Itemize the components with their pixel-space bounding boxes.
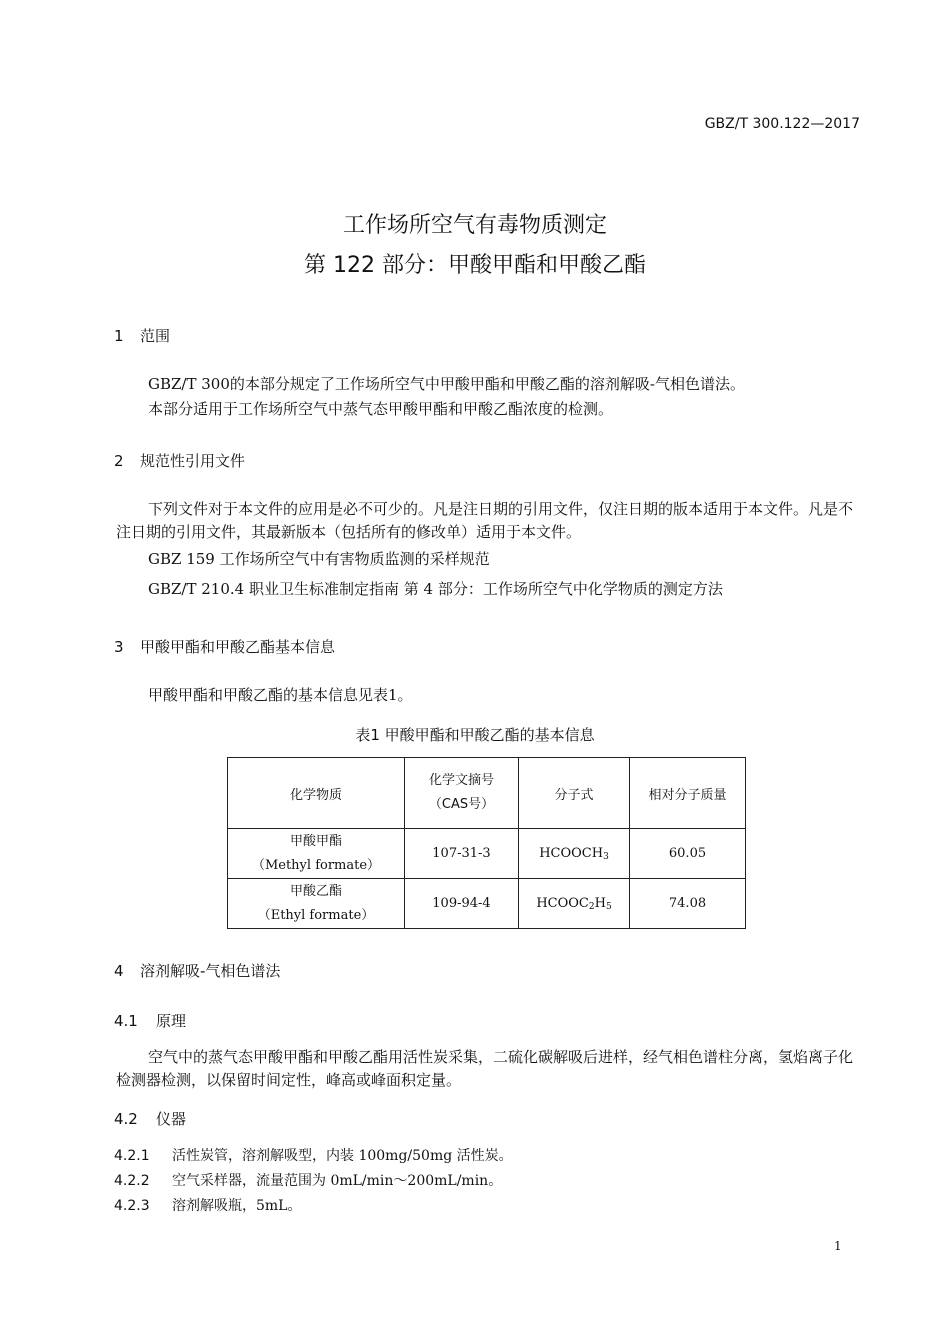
section-1-para-2: 本部分适用于工作场所空气中蒸气态甲酸甲酯和甲酸乙酯浓度的检测。 (148, 400, 614, 418)
formula-subscript: 5 (605, 901, 612, 912)
cell-cas: 109-94-4 (405, 879, 519, 929)
section-title: 规范性引用文件 (140, 452, 246, 470)
section-number: 4.2 (114, 1110, 138, 1128)
item-number: 4.2.2 (114, 1173, 150, 1189)
header-cas-line2: （CAS号） (428, 797, 495, 812)
doc-title-line2: 第 122 部分：甲酸甲酯和甲酸乙酯 (304, 253, 646, 278)
table-header-row (228, 758, 746, 829)
list-item (114, 1145, 513, 1165)
section-number: 4.1 (114, 1012, 138, 1030)
section-number: 4 (114, 962, 124, 980)
section-2-heading (114, 450, 245, 471)
formula-subscript: 3 (603, 851, 609, 862)
doc-title-line1: 工作场所空气有毒物质测定 (342, 213, 607, 238)
page-number: 1 (834, 1239, 842, 1253)
formula-subscript: 2 (588, 901, 595, 912)
section-3-para-1: 甲酸甲酯和甲酸乙酯的基本信息见表1。 (148, 686, 413, 704)
section-4-2-heading (114, 1108, 186, 1129)
header-cas (405, 758, 519, 829)
formula-part: H (594, 895, 606, 911)
header-formula: 分子式 (519, 758, 630, 829)
header-cas-line1: 化学文摘号 (428, 773, 494, 788)
section-3-heading (114, 636, 335, 657)
item-text: 活性炭管，溶剂解吸型，内装 100mg/50mg 活性炭。 (172, 1148, 513, 1164)
section-title: 甲酸甲酯和甲酸乙酯基本信息 (140, 638, 336, 656)
section-2-para-1: 下列文件对于本文件的应用是必不可少的。凡是注日期的引用文件，仅注日期的版本适用于本文件。凡是不注日期的引用文件，其最新版本（包括所有的修改单）适用于本文件。 (116, 500, 854, 541)
table-row (228, 879, 746, 929)
cell-cas: 107-31-3 (405, 829, 519, 879)
table-row (228, 829, 746, 879)
substance-name-en: （Ethyl formate） (257, 907, 375, 923)
standard-code: GBZ/T 300.122—2017 (704, 116, 860, 132)
section-4-heading (114, 960, 280, 981)
list-item (114, 1195, 301, 1215)
formula-part: HCOOC (536, 895, 589, 911)
item-number: 4.2.3 (114, 1198, 150, 1214)
item-number: 4.2.1 (114, 1148, 150, 1164)
cell-formula (519, 879, 630, 929)
cell-mass: 74.08 (630, 879, 746, 929)
section-number: 3 (114, 638, 124, 656)
formula-part: HCOOCH (539, 845, 604, 861)
section-1-para-1: GBZ/T 300的本部分规定了工作场所空气中甲酸甲酯和甲酸乙酯的溶剂解吸-气相色谱法。 (148, 375, 745, 393)
list-item (114, 1170, 502, 1190)
cell-substance (228, 829, 405, 879)
substance-name-en: （Methyl formate） (251, 857, 381, 873)
section-title: 原理 (156, 1012, 187, 1030)
section-title: 范围 (140, 327, 171, 345)
header-substance: 化学物质 (228, 758, 405, 829)
cell-substance (228, 879, 405, 929)
section-number: 1 (114, 327, 124, 345)
substance-name-cn: 甲酸甲酯 (289, 833, 342, 849)
section-title: 仪器 (156, 1110, 187, 1128)
substance-name-cn: 甲酸乙酯 (289, 883, 342, 899)
table-caption: 表1 甲酸甲酯和甲酸乙酯的基本信息 (355, 726, 595, 744)
cell-mass: 60.05 (630, 829, 746, 879)
section-4-1-para: 空气中的蒸气态甲酸甲酯和甲酸乙酯用活性炭采集，二硫化碳解吸后进样，经气相色谱柱分离，氢焰离子化检测器检测，以保留时间定性，峰高或峰面积定量。 (116, 1048, 854, 1089)
basic-info-table (227, 757, 746, 929)
normative-reference-2: GBZ/T 210.4 职业卫生标准制定指南 第 4 部分：工作场所空气中化学物质的测定方法 (148, 580, 723, 598)
header-mass: 相对分子质量 (630, 758, 746, 829)
item-text: 空气采样器，流量范围为 0mL/min～200mL/min。 (172, 1173, 503, 1189)
section-1-heading (114, 325, 170, 346)
section-4-1-heading (114, 1010, 186, 1031)
normative-reference-1: GBZ 159 工作场所空气中有害物质监测的采样规范 (148, 550, 490, 568)
section-title: 溶剂解吸-气相色谱法 (140, 962, 281, 980)
item-text: 溶剂解吸瓶，5mL。 (172, 1198, 302, 1214)
cell-formula (519, 829, 630, 879)
section-number: 2 (114, 452, 124, 470)
